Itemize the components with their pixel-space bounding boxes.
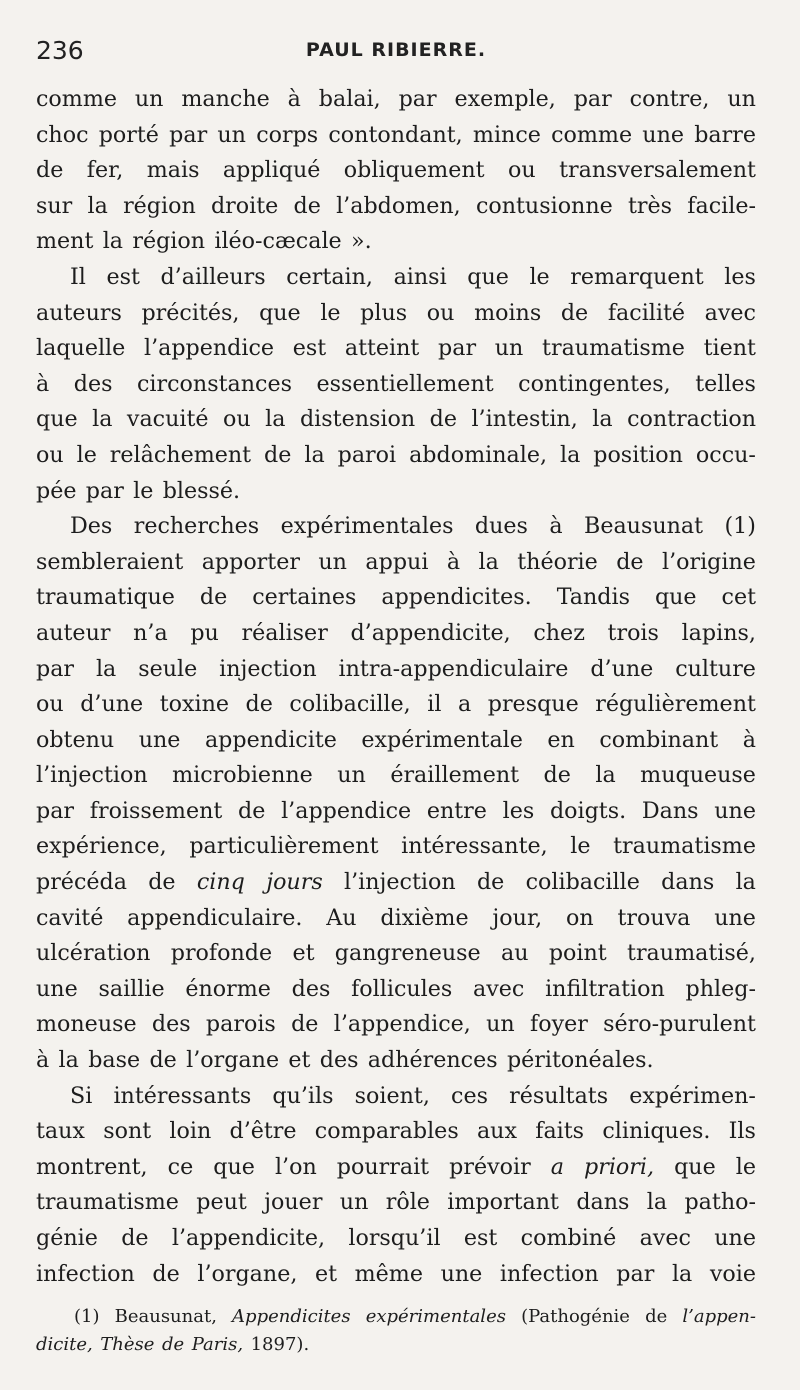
text-line: traumatisme peut jouer un rôle important dans la patho-: [36, 1189, 756, 1216]
text-line: auteurs précités, que le plus ou moins de facilité avec: [36, 299, 756, 326]
text-line: comme un manche à balai, par exemple, par contre, un: [36, 86, 756, 112]
text-line: précéda de cinq jours l’injection de colibacille dans la: [36, 869, 756, 896]
footnote: [36, 1303, 756, 1359]
text-line: Des recherches expérimentales dues à Beausunat (1): [70, 513, 756, 540]
text-line: traumatique de certaines appendicites. Tandis que cet: [36, 584, 756, 611]
text-line: ou le relâchement de la paroi abdominale, la position occu-: [36, 441, 756, 468]
text-line: génie de l’appendicite, lorsqu’il est combiné avec une: [36, 1225, 756, 1251]
text-line: par la seule injection intra-appendiculaire d’une culture: [36, 655, 756, 682]
text-line: choc porté par un corps contondant, mince comme une barre: [36, 121, 756, 148]
body-text: [36, 82, 756, 1292]
text-line: laquelle l’appendice est atteint par un traumatisme tient: [36, 335, 756, 362]
text-line: sur la région droite de l’abdomen, contusionne très facile-: [36, 192, 756, 219]
text-line: à la base de l’organe et des adhérences péritonéales.: [36, 1047, 654, 1074]
text-line: infection de l’organe, et même une infection par la voie: [36, 1260, 756, 1287]
text-line: cavité appendiculaire. Au dixième jour, on trouva une: [36, 904, 756, 931]
text-line: l’injection microbienne un éraillement de la muqueuse: [36, 762, 756, 789]
footnote-line: dicite, Thèse de Paris, 1897).: [36, 1334, 310, 1355]
text-line: une saillie énorme des follicules avec infiltration phleg-: [36, 975, 756, 1002]
text-line: taux sont loin d’être comparables aux faits cliniques. Ils: [36, 1118, 756, 1145]
footnote-line: (1) Beausunat, Appendicites expérimentales (Pathogénie de l’appen-: [74, 1306, 756, 1327]
text-line: sembleraient apporter un appui à la théorie de l’origine: [36, 548, 756, 575]
text-line: montrent, ce que l’on pourrait prévoir a priori, que le: [36, 1153, 756, 1180]
text-line: Si intéressants qu’ils soient, ces résultats expérimen-: [70, 1082, 756, 1109]
page-header: [36, 36, 756, 72]
text-line: par froissement de l’appendice entre les doigts. Dans une: [36, 797, 756, 824]
page-number: 236: [36, 36, 84, 65]
text-line: que la vacuité ou la distension de l’intestin, la contraction: [36, 406, 756, 433]
text-line: Il est d’ailleurs certain, ainsi que le remarquent les: [70, 263, 756, 290]
text-line: ulcération profonde et gangreneuse au point traumatisé,: [36, 940, 756, 967]
text-line: obtenu une appendicite expérimentale en combinant à: [36, 726, 756, 753]
text-line: à des circonstances essentiellement contingentes, telles: [36, 370, 756, 397]
text-line: moneuse des parois de l’appendice, un foyer séro-purulent: [36, 1011, 756, 1038]
text-line: ment la région iléo-cæcale ».: [36, 228, 372, 255]
text-line: ou d’une toxine de colibacille, il a presque régulièrement: [36, 691, 756, 718]
running-title: PAUL RIBIERRE.: [305, 39, 487, 61]
text-line: pée par le blessé.: [36, 477, 241, 504]
text-line: de fer, mais appliqué obliquement ou transversalement: [36, 157, 756, 184]
text-line: auteur n’a pu réaliser d’appendicite, chez trois lapins,: [36, 619, 756, 646]
text-line: expérience, particulièrement intéressante, le traumatisme: [36, 833, 756, 860]
